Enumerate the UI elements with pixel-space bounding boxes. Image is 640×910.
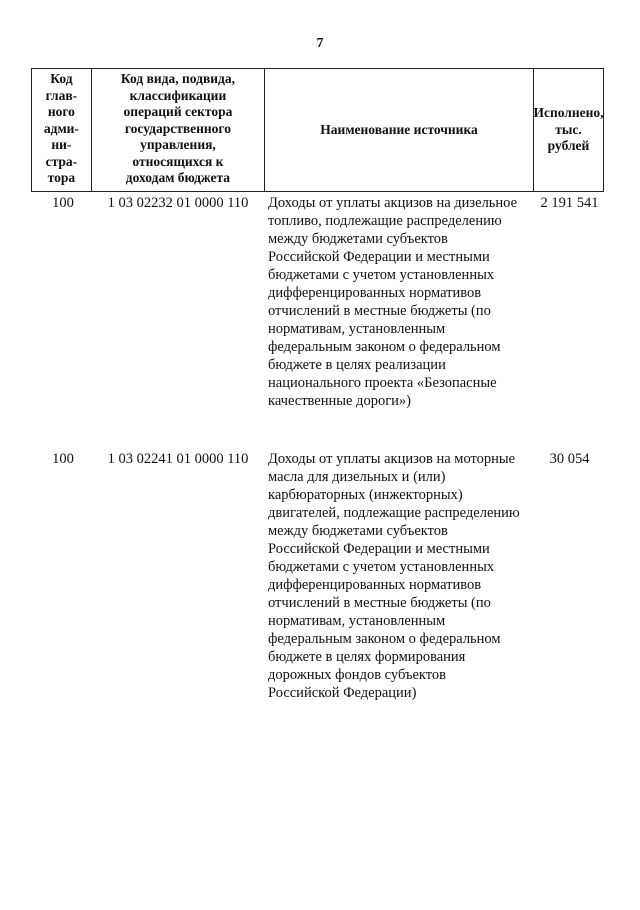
admin-code-cell: 100 (52, 195, 74, 211)
page-number: 7 (316, 36, 324, 51)
executed-cell: 30 054 (549, 451, 590, 467)
admin-code-cell: 100 (52, 451, 74, 467)
executed-cell: 2 191 541 (540, 195, 599, 211)
header-executed: Исполнено, тыс. рублей (533, 105, 604, 154)
type-code-cell: 1 03 02232 01 0000 110 (107, 195, 249, 211)
type-code-cell: 1 03 02241 01 0000 110 (107, 451, 249, 467)
source-name-cell: Доходы от уплаты акцизов на дизельное топливо, подлежащие распределению между бюджетами субъектов Российской Федерации и местными бюджетами с учетом установленных дифференцированных нормативов отчислений в местные бюджеты (по нормативам, установленным федеральным законом о федеральном бюджете в целях реализации национального проекта «Безопасные качественные дороги») (268, 195, 518, 409)
header-type-code: Код вида, подвида, классификации операций сектора государственного управления, относящихся к доходам бюджета (92, 69, 265, 191)
budget-revenue-table (31, 68, 604, 702)
header-admin-code: Код глав- ного адми- ни- стра- тора (32, 69, 92, 191)
table-row (31, 194, 604, 410)
header-source-name: Наименование источника (265, 69, 534, 191)
table-header-row (31, 68, 604, 192)
table-row (31, 450, 604, 702)
source-name-cell: Доходы от уплаты акцизов на моторные масла для дизельных и (или) карбюраторных (инжекторных) двигателей, подлежащие распределению между бюджетами субъектов Российской Федерации и местными бюджетами с учетом установленных дифференцированных нормативов отчислений в местные бюджеты (по нормативам, установленным федеральным законом о федеральном бюджете в целях формирования дорожных фондов субъектов Российской Федерации) (268, 451, 520, 701)
